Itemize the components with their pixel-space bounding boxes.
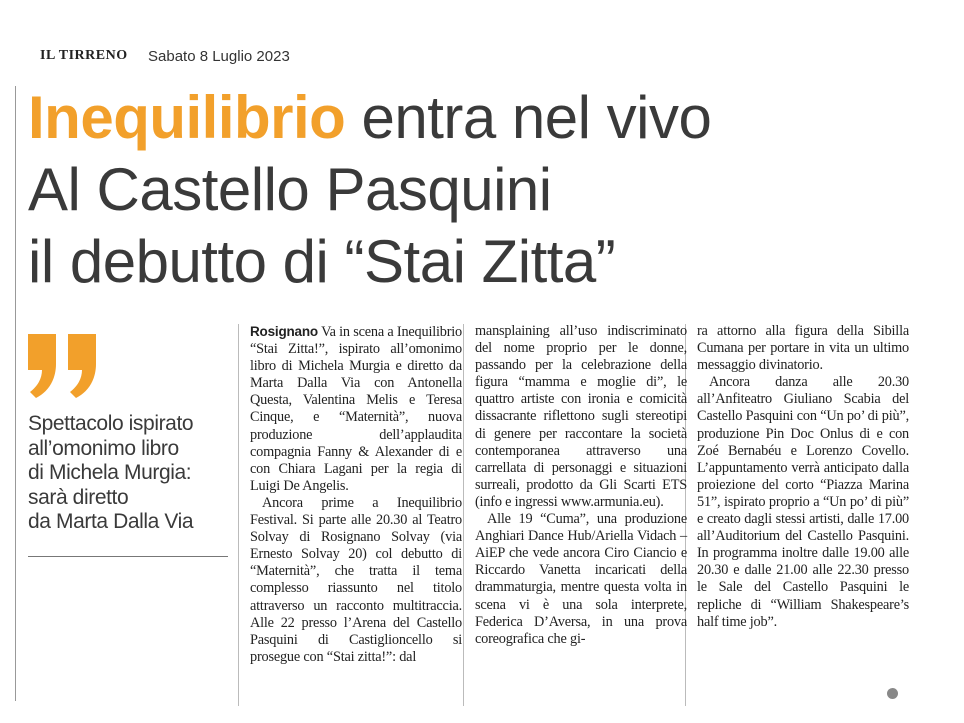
headline-line1-rest: entra nel vivo	[345, 84, 712, 151]
pullquote-line: sarà diretto	[28, 485, 129, 509]
left-rule	[15, 86, 16, 701]
headline-accent: Inequilibrio	[28, 84, 346, 151]
article-column-3	[697, 323, 909, 631]
end-dot-icon	[887, 688, 898, 699]
article-paragraph	[250, 323, 462, 495]
article-paragraph: ra attorno alla figura della Sibilla Cumana per portare in vita un ultimo messaggio divinatorio.	[697, 323, 909, 374]
pullquote-rule	[28, 556, 228, 557]
column-divider	[238, 324, 239, 706]
headline-line3: il debutto di “Stai Zitta”	[28, 228, 616, 295]
quote-mark-icon	[24, 326, 102, 400]
masthead-logo: IL TIRRENO	[40, 48, 128, 63]
headline	[28, 82, 948, 298]
publication-date: Sabato 8 Luglio 2023	[148, 48, 290, 65]
article-paragraph: Alle 19 “Cuma”, una produzione Anghiari Dance Hub/Ariella Vidach – AiEP che vede ancora Ciro Ciancio e Riccardo Vanetta incaricati della drammaturgia, mentre questa volta in scena vi è una sola interprete, Federica D’Aversa, in una prova coreografica che gi-	[475, 511, 687, 647]
article-paragraph: Ancora prime a Inequilibrio Festival. Si parte alle 20.30 al Teatro Solvay di Rosignano Solvay (via Ernesto Solvay 20) col debutto di “Maternità”, che tratta il tema complesso riassunto nel titolo attraverso un racconto multitraccia. Alle 22 presso l’Arena del Castello Pasquini di Castiglioncello si prosegue con “Stai zitta!”: dal	[250, 494, 462, 665]
pullquote-line: Spettacolo ispirato	[28, 412, 194, 435]
paragraph-text: Va in scena a Inequilibrio “Stai Zitta!”, ispirato all’omonimo libro di Michela Murgia e diretto da Marta Dalla Via con Antonella Questa, Valentina Melis e Teresa Cinque, e “Maternità”, nuova produzione dell’applaudita compagnia Fanny & Alexander di e con Chiara Lagani per la regia di Luigi De Angelis.	[250, 324, 462, 494]
pullquote-line: all’omonimo libro	[28, 436, 179, 460]
pullquote-line: di Michela Murgia:	[28, 461, 192, 484]
headline-line2: Al Castello Pasquini	[28, 156, 552, 223]
article-paragraph: mansplaining all’uso indiscriminato del nome proprio per le donne, passando per la celebrazione della figura “mamma e moglie di”, le quattro artiste con ironia e comicità dissacrante riflettono sugli stereotipi di genere per raccontare la società contemporanea attraverso una carrellata di personaggi e situazioni surreali, prodotto da Gli Scarti ETS (info e ingressi www.armunia.eu).	[475, 323, 687, 510]
article-column-2	[475, 323, 687, 648]
article-paragraph: Ancora danza alle 20.30 all’Anfiteatro Giuliano Scabia del Castello Pasquini con “Un po’ di più”, produzione Pin Doc Onlus di e con Zoé Bernabéu e Lorenzo Covello. L’appuntamento verrà anticipato dalla proiezione del corto “Piazza Marina 51”, ispirato proprio a “Un po’ di più” e creato dagli stessi artisti, dalle 17.00 all’Auditorium del Castello Pasquini. In programma inoltre dalle 19.00 alle 20.30 e dalle 21.00 alle 22.30 presso le Sale del Castello Pasquini le repliche di “William Shakespeare’s half time job”.	[697, 374, 909, 630]
article-column-1	[250, 323, 462, 666]
pullquote-line: da Marta Dalla Via	[28, 510, 194, 533]
article-kicker: Rosignano	[250, 324, 318, 339]
column-divider	[463, 324, 464, 706]
pullquote	[28, 412, 233, 535]
